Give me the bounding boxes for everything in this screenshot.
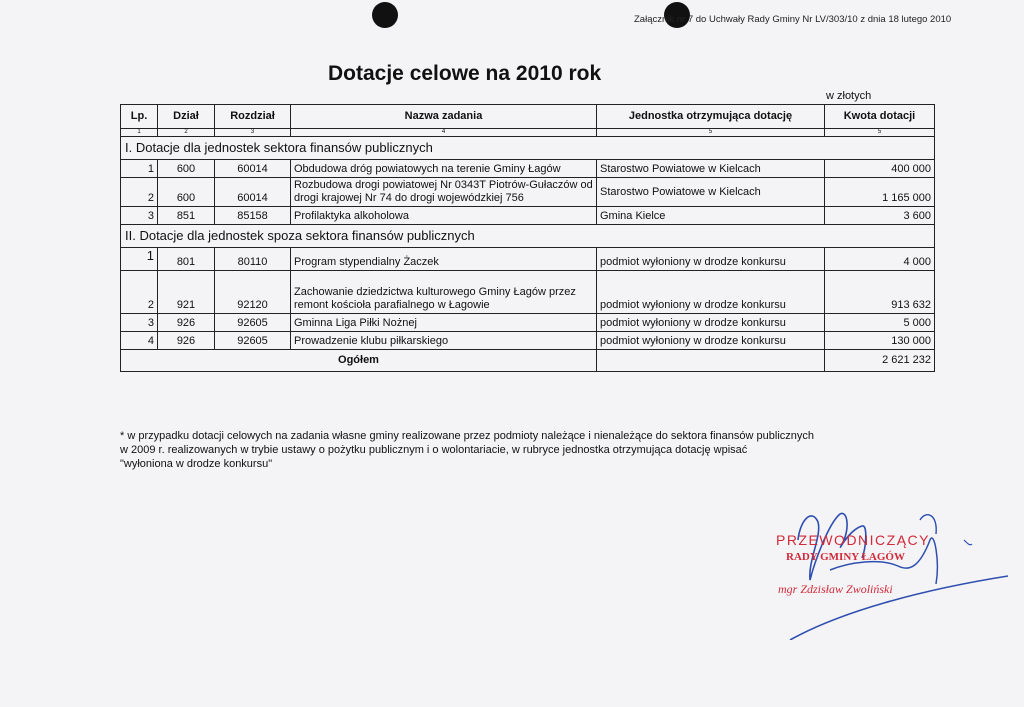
cell-jednostka: Starostwo Powiatowe w Kielcach (597, 178, 825, 207)
cell-lp: 1 (121, 248, 158, 271)
stamp-title: PRZEWODNICZĄCY (776, 532, 930, 548)
cell-nazwa: Gminna Liga Piłki Nożnej (291, 314, 597, 332)
col-number: 1 (121, 129, 158, 137)
cell-jednostka: podmiot wyłoniony w drodze konkursu (597, 271, 825, 314)
col-header-nazwa: Nazwa zadania (291, 105, 597, 129)
col-header-jednostka: Jednostka otrzymująca dotację (597, 105, 825, 129)
official-stamp (770, 500, 1010, 640)
section-2-header (121, 225, 935, 248)
cell-lp: 4 (121, 332, 158, 350)
cell-jednostka: Starostwo Powiatowe w Kielcach (597, 160, 825, 178)
col-header-lp: Lp. (121, 105, 158, 129)
cell-rozdzial: 60014 (215, 178, 291, 207)
cell-jednostka: Gmina Kielce (597, 207, 825, 225)
total-spacer (597, 350, 825, 372)
cell-nazwa: Program stypendialny Żaczek (291, 248, 597, 271)
table-row (121, 314, 935, 332)
cell-jednostka: podmiot wyłoniony w drodze konkursu (597, 332, 825, 350)
cell-lp: 2 (121, 178, 158, 207)
col-header-dzial: Dział (158, 105, 215, 129)
cell-rozdzial: 92120 (215, 271, 291, 314)
cell-kwota: 3 600 (825, 207, 935, 225)
cell-nazwa: Prowadzenie klubu piłkarskiego (291, 332, 597, 350)
cell-kwota: 400 000 (825, 160, 935, 178)
attachment-note: Załącznik nr 7 do Uchwały Rady Gminy Nr LV/303/10 z dnia 18 lutego 2010 (634, 14, 952, 25)
unit-label: w złotych (826, 90, 872, 102)
page-title: Dotacje celowe na 2010 rok (328, 62, 602, 85)
stamp-council: RADY GMINY ŁAGÓW (786, 551, 905, 563)
cell-rozdzial: 92605 (215, 332, 291, 350)
cell-rozdzial: 60014 (215, 160, 291, 178)
footnote (120, 429, 920, 471)
cell-lp: 2 (121, 271, 158, 314)
cell-dzial: 851 (158, 207, 215, 225)
col-number: 5 (597, 129, 825, 137)
cell-jednostka: podmiot wyłoniony w drodze konkursu (597, 248, 825, 271)
cell-dzial: 926 (158, 332, 215, 350)
cell-rozdzial: 92605 (215, 314, 291, 332)
cell-kwota: 913 632 (825, 271, 935, 314)
cell-kwota: 130 000 (825, 332, 935, 350)
total-label: Ogółem (121, 350, 597, 372)
cell-nazwa: Zachowanie dziedzictwa kulturowego Gminy Łagów przez remont kościoła parafialnego w Łagowie (291, 271, 597, 314)
cell-nazwa: Rozbudowa drogi powiatowej Nr 0343T Piotrów-Gułaczów od drogi krajowej Nr 74 do drogi wojewódzkiej 756 (291, 178, 597, 207)
table-row (121, 332, 935, 350)
cell-kwota: 5 000 (825, 314, 935, 332)
punch-hole-left (372, 2, 398, 28)
total-value: 2 621 232 (825, 350, 935, 372)
cell-dzial: 801 (158, 248, 215, 271)
cell-nazwa: Obdudowa dróg powiatowych na terenie Gminy Łagów (291, 160, 597, 178)
col-header-kwota: Kwota dotacji (825, 105, 935, 129)
section-1-title: I. Dotacje dla jednostek sektora finansów publicznych (121, 137, 935, 160)
cell-dzial: 921 (158, 271, 215, 314)
footnote-line-3: "wyłoniona w drodze konkursu" (120, 458, 273, 470)
cell-lp: 3 (121, 314, 158, 332)
section-1-header (121, 137, 935, 160)
col-header-rozdzial: Rozdział (215, 105, 291, 129)
stamp-name: mgr Zdzisław Zwoliński (778, 582, 893, 596)
cell-rozdzial: 80110 (215, 248, 291, 271)
cell-dzial: 600 (158, 178, 215, 207)
cell-kwota: 1 165 000 (825, 178, 935, 207)
footnote-line-2: w 2009 r. realizowanych w trybie ustawy o pożytku publicznym i o wolontariacie, w rubryce jednostka otrzymująca dotację wpisać (120, 444, 748, 456)
col-number: 2 (158, 129, 215, 137)
grants-table (120, 104, 935, 372)
table-row (121, 178, 935, 207)
cell-dzial: 600 (158, 160, 215, 178)
table-row (121, 160, 935, 178)
cell-lp: 1 (121, 160, 158, 178)
col-number: 4 (291, 129, 597, 137)
table-row (121, 207, 935, 225)
cell-nazwa: Profilaktyka alkoholowa (291, 207, 597, 225)
col-number: 3 (215, 129, 291, 137)
col-number: 5 (825, 129, 935, 137)
footnote-line-1: * w przypadku dotacji celowych na zadania własne gminy realizowane przez podmioty należące i nienależące do sektora finansów publicznych (120, 430, 814, 442)
cell-jednostka: podmiot wyłoniony w drodze konkursu (597, 314, 825, 332)
cell-rozdzial: 85158 (215, 207, 291, 225)
section-2-title: II. Dotacje dla jednostek spoza sektora finansów publicznych (121, 225, 935, 248)
column-number-row (121, 129, 935, 137)
cell-dzial: 926 (158, 314, 215, 332)
cell-kwota: 4 000 (825, 248, 935, 271)
cell-lp: 3 (121, 207, 158, 225)
table-row (121, 271, 935, 314)
total-row (121, 350, 935, 372)
table-header-row (121, 105, 935, 129)
signature-icon (770, 500, 1010, 640)
table-row (121, 248, 935, 271)
